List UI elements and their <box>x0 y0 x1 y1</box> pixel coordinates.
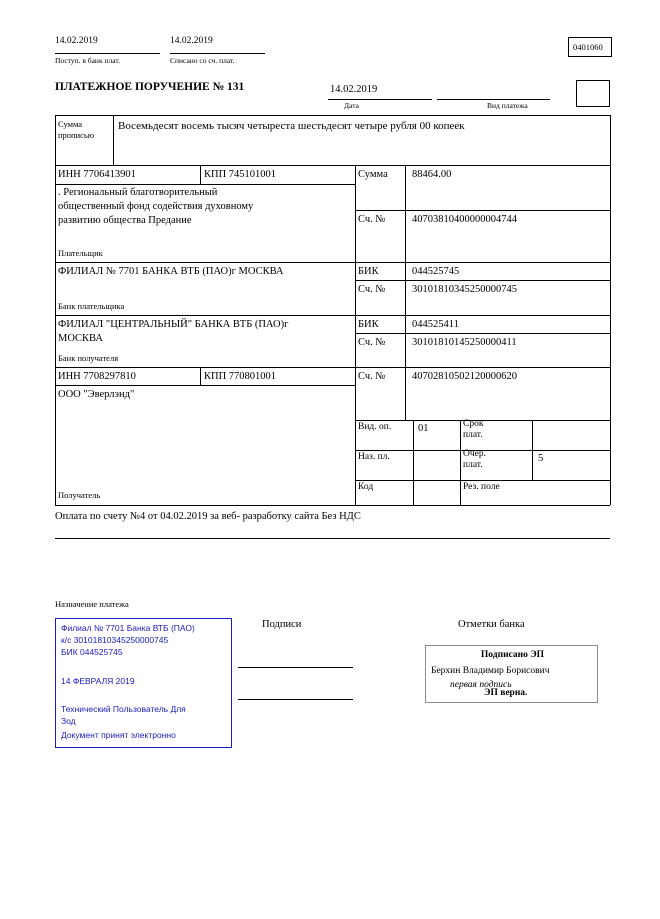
payee-bank-account-label: Сч. № <box>358 337 386 348</box>
grid-line <box>55 385 355 386</box>
payee-bank-account: 30101810145250000411 <box>412 337 517 348</box>
payment-type-label: Вид платежа <box>487 101 528 110</box>
document-date: 14.02.2019 <box>330 84 378 95</box>
payer-bank-bik: 044525745 <box>412 266 460 277</box>
date-received-label: Поступ. в банк плат. <box>55 56 120 65</box>
form-code-box <box>568 37 612 57</box>
payer-bank-account-label: Сч. № <box>358 284 386 295</box>
ocher-plat-label-line2: плат. <box>463 460 483 470</box>
kod-label: Код <box>358 482 374 492</box>
grid-line <box>55 538 610 539</box>
bank-stamp-date: 14 ФЕВРАЛЯ 2019 <box>61 676 135 686</box>
vid-op-label: Вид. оп. <box>358 422 392 432</box>
date-received: 14.02.2019 <box>55 36 98 46</box>
bank-stamp-box <box>55 618 232 748</box>
grid-line <box>200 165 201 184</box>
payment-type-box <box>576 80 610 107</box>
ocher-plat-value: 5 <box>538 453 544 464</box>
naz-pl-label: Наз. пл. <box>358 452 390 462</box>
grid-line <box>55 184 355 185</box>
grid-line <box>355 165 356 505</box>
grid-line <box>355 210 610 211</box>
amount-in-words: Восемьдесят восемь тысяч четыреста шестьдесят четыре рубля 00 копеек <box>118 120 465 132</box>
bank-stamp-user-line2: Зод <box>61 716 76 726</box>
payment-purpose-label: Назначение платежа <box>55 599 129 609</box>
payer-bank-bik-label: БИК <box>358 266 379 277</box>
grid-line <box>532 420 533 480</box>
payer-account: 40703810400000004744 <box>412 214 517 225</box>
payer-inn: ИНН 7706413901 <box>58 169 136 180</box>
bank-stamp-user-line1: Технический Пользователь Для <box>61 704 186 714</box>
grid-line <box>355 333 610 334</box>
grid-line <box>55 115 610 116</box>
vid-op-value: 01 <box>418 423 429 434</box>
amount-label-line1: Сумма <box>58 119 83 129</box>
bank-marks-header: Отметки банка <box>458 619 525 630</box>
signature-stamp-title: Подписано ЭП <box>480 650 545 660</box>
divider <box>328 99 432 100</box>
divider <box>437 99 550 100</box>
date-label: Дата <box>344 101 359 110</box>
payee-bank-bik-label: БИК <box>358 319 379 330</box>
signer-name: Берхин Владимир Борисович <box>431 666 550 676</box>
signature-line <box>238 699 353 700</box>
grid-line <box>413 420 414 505</box>
date-debited-label: Списано со сч. плат. <box>170 56 235 65</box>
divider <box>55 53 160 54</box>
bank-stamp-line3: БИК 044525745 <box>61 647 123 657</box>
grid-line <box>55 115 56 505</box>
payer-kpp: КПП 745101001 <box>204 169 277 180</box>
payee-account-label: Сч. № <box>358 371 386 382</box>
signatures-header: Подписи <box>262 619 302 630</box>
signature-stamp-box <box>425 645 598 703</box>
sum-label: Сумма <box>358 169 388 180</box>
payer-name-line2: общественный фонд содействия духовному <box>58 201 254 212</box>
payer-label: Плательщик <box>58 248 103 258</box>
grid-line <box>405 165 406 420</box>
payer-bank-account: 30101810345250000745 <box>412 284 517 295</box>
payee-label: Получатель <box>58 490 101 500</box>
payer-name-line3: развитию общества Предание <box>58 215 192 226</box>
grid-line <box>55 165 610 166</box>
sum-value: 88464.00 <box>412 169 452 180</box>
grid-line <box>200 367 201 385</box>
form-code: 0401060 <box>573 42 603 52</box>
payee-bank-bik: 044525411 <box>412 319 459 330</box>
payer-name-line1: . Региональный благотворительный <box>58 187 218 198</box>
rez-pole-label: Рез. поле <box>463 482 500 492</box>
grid-line <box>55 315 610 316</box>
divider <box>170 53 265 54</box>
payee-kpp: КПП 770801001 <box>204 371 277 382</box>
payee-account: 40702810502120000620 <box>412 371 517 382</box>
payee-name: ООО "Эверлэнд" <box>58 389 135 400</box>
payee-bank-label: Банк получателя <box>58 353 119 363</box>
grid-line <box>610 115 611 505</box>
grid-line <box>113 115 114 165</box>
amount-label-line2: прописью <box>58 130 95 140</box>
grid-line <box>55 505 610 506</box>
date-debited: 14.02.2019 <box>170 36 213 46</box>
grid-line <box>355 480 610 481</box>
grid-line <box>460 420 461 505</box>
payer-account-label: Сч. № <box>358 214 386 225</box>
ocher-plat-label-line1: Очер. <box>463 449 486 459</box>
bank-stamp-line2: к/с 30101810345250000745 <box>61 635 169 645</box>
payee-bank-name-line2: МОСКВА <box>58 333 103 344</box>
payer-bank-name: ФИЛИАЛ № 7701 БАНКА ВТБ (ПАО)г МОСКВА <box>58 266 284 277</box>
srok-plat-label-line2: плат. <box>463 430 483 440</box>
signature-valid-note: ЭП верна. <box>484 688 528 698</box>
payment-purpose: Оплата по счету №4 от 04.02.2019 за веб- разработку сайта Без НДС <box>55 511 361 522</box>
bank-stamp-note: Документ принят электронно <box>61 730 176 740</box>
signature-line <box>238 667 353 668</box>
signer-role: первая подпись <box>450 680 512 690</box>
grid-line <box>55 262 610 263</box>
grid-line <box>55 367 610 368</box>
srok-plat-label-line1: Срок <box>463 419 484 429</box>
payee-inn: ИНН 7708297810 <box>58 371 136 382</box>
payee-bank-name-line1: ФИЛИАЛ "ЦЕНТРАЛЬНЫЙ" БАНКА ВТБ (ПАО)г <box>58 319 289 330</box>
payer-bank-label: Банк плательщика <box>58 301 125 311</box>
document-title: ПЛАТЕЖНОЕ ПОРУЧЕНИЕ № 131 <box>55 81 245 93</box>
bank-stamp-line1: Филиал № 7701 Банка ВТБ (ПАО) <box>61 623 195 633</box>
grid-line <box>355 280 610 281</box>
